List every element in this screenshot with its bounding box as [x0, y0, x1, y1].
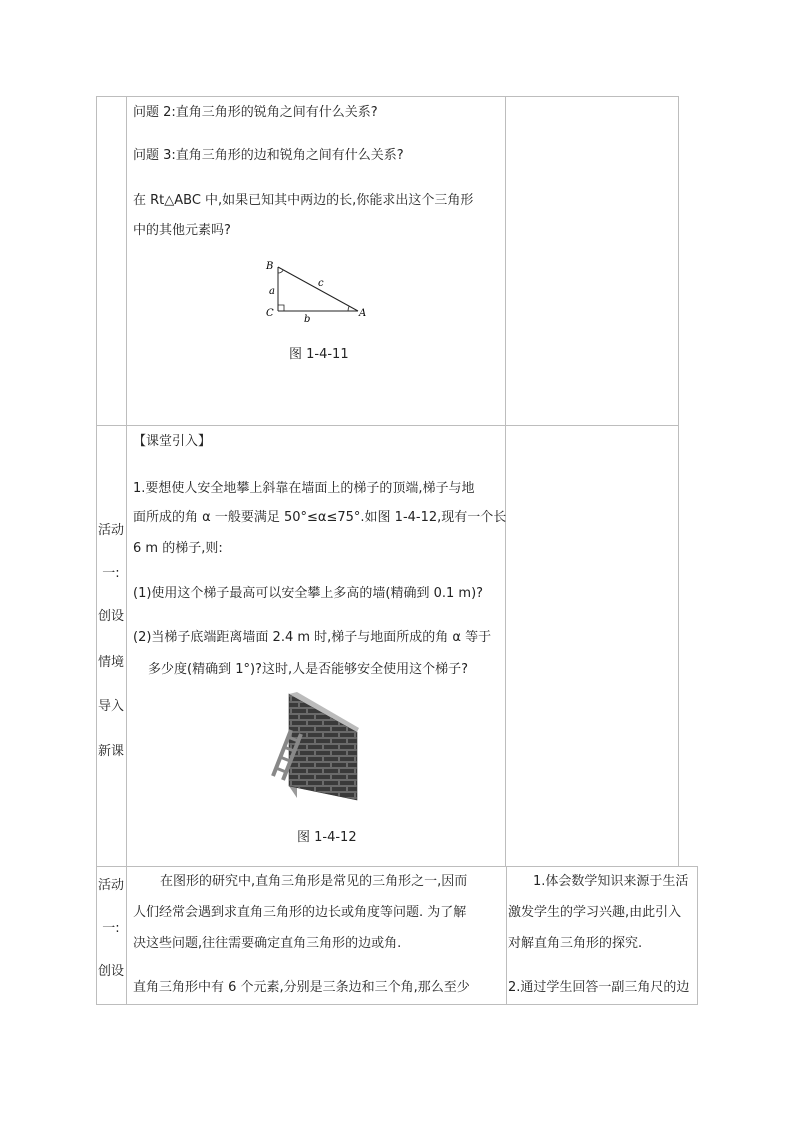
table-border-right-upper: [678, 96, 679, 866]
research-text-line4: 直角三角形中有 6 个元素,分别是三条边和三个角,那么至少: [133, 980, 470, 995]
table-border-left: [96, 96, 97, 1004]
table-row-divider-1: [96, 425, 679, 426]
activity-label-row3-3: 创设: [97, 964, 124, 979]
table-border-right-lower: [697, 866, 698, 1004]
class-intro-heading: 【课堂引入】: [133, 434, 212, 449]
figure-caption-1-4-11: 图 1-4-11: [289, 347, 349, 362]
rt-triangle-question-line2: 中的其他元素吗?: [133, 223, 231, 238]
question-2: 问题 2:直角三角形的锐角之间有什么关系?: [133, 105, 378, 120]
table-border-col1: [126, 96, 127, 1004]
ladder-wall-figure: [267, 690, 367, 808]
activity-label-4: 情境: [97, 655, 124, 670]
side-label-c: c: [318, 278, 324, 289]
side-label-a: a: [269, 286, 275, 297]
activity-label-1: 活动: [97, 523, 124, 538]
ladder-question-2-line1: (2)当梯子底端距离墙面 2.4 m 时,梯子与地面所成的角 α 等于: [133, 630, 492, 645]
activity-label-row3-2: 一:: [102, 921, 120, 936]
ladder-problem-line1: 1.要想使人安全地攀上斜靠在墙面上的梯子的顶端,梯子与地: [133, 481, 475, 496]
activity-label-3: 创设: [97, 609, 124, 624]
table-row-divider-2: [96, 866, 698, 867]
table-border-col2-lower: [506, 866, 507, 1004]
ladder-problem-line2: 面所成的角 α 一般要满足 50°≤α≤75°.如图 1-4-12,现有一个长: [133, 510, 507, 525]
ladder-question-2-line2: 多少度(精确到 1°)?这时,人是否能够安全使用这个梯子?: [148, 662, 468, 677]
activity-label-6: 新课: [97, 744, 124, 759]
ladder-question-1: (1)使用这个梯子最高可以安全攀上多高的墙(精确到 0.1 m)?: [133, 586, 484, 601]
ladder-problem-line3: 6 m 的梯子,则:: [133, 541, 223, 556]
question-3: 问题 3:直角三角形的边和锐角之间有什么关系?: [133, 148, 404, 163]
right-triangle-figure: [262, 255, 382, 325]
rt-triangle-question-line1: 在 Rt△ABC 中,如果已知其中两边的长,你能求出这个三角形: [133, 193, 474, 208]
figure-caption-1-4-12: 图 1-4-12: [297, 830, 357, 845]
research-text-line2: 人们经常会遇到求直角三角形的边长或角度等问题. 为了解: [133, 905, 467, 920]
vertex-label-c: C: [266, 308, 274, 319]
activity-label-5: 导入: [97, 699, 124, 714]
intent-text-line4: 2.通过学生回答一副三角尺的边: [508, 980, 690, 995]
activity-label-row3-1: 活动: [97, 878, 124, 893]
side-label-b: b: [304, 314, 311, 325]
vertex-label-b: B: [266, 261, 274, 272]
table-border-bottom: [96, 1004, 698, 1005]
intent-text-line2: 激发学生的学习兴趣,由此引入: [508, 905, 682, 920]
research-text-line1: 在图形的研究中,直角三角形是常见的三角形之一,因而: [160, 874, 468, 889]
intent-text-line1: 1.体会数学知识来源于生活: [533, 874, 689, 889]
vertex-label-a: A: [359, 308, 367, 319]
activity-label-2: 一:: [102, 566, 120, 581]
intent-text-line3: 对解直角三角形的探究.: [508, 936, 643, 951]
table-border-top: [96, 96, 679, 97]
table-border-col2-upper: [505, 96, 506, 866]
research-text-line3: 决这些问题,往往需要确定直角三角形的边或角.: [133, 936, 402, 951]
